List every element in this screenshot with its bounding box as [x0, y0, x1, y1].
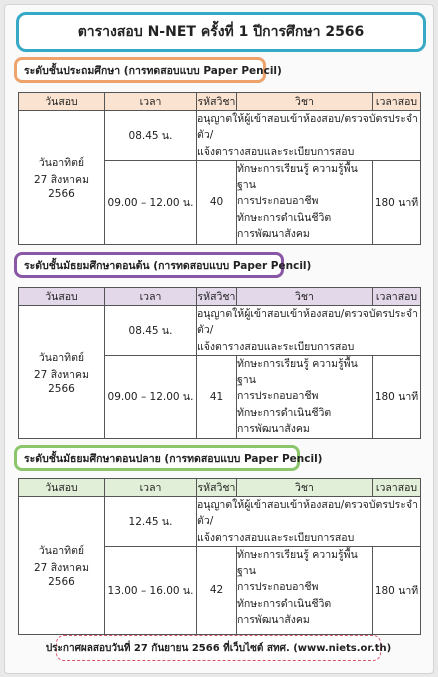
subject-line: การพัฒนาสังคม [237, 613, 310, 626]
entry-note-line: อนุญาตให้ผู้เข้าสอบเข้าห้องสอบ/ตรวจบัตรประจำตัว/ [197, 113, 418, 142]
subject-line: ทักษะการเรียนรู้ ความรู้พื้นฐาน [237, 548, 358, 578]
subject-line: ทักษะการเรียนรู้ ความรู้พื้นฐาน [237, 357, 358, 387]
subject-line: การพัฒนาสังคม [237, 422, 310, 435]
table-row [19, 497, 421, 547]
header-time: เวลา [105, 479, 197, 497]
exam-date: 27 สิงหาคม 2566 [34, 174, 89, 201]
subject-line: การประกอบอาชีพ [237, 581, 319, 594]
table-header-row [19, 479, 421, 497]
subject-line: ทักษะการดำเนินชีวิต [237, 211, 332, 224]
exam-table-upper-secondary [18, 478, 421, 635]
header-code: รหัสวิชา [197, 93, 237, 111]
table-row [19, 111, 421, 161]
exam-duration: 180 นาที [373, 160, 421, 244]
entry-note-line: แจ้งตารางสอบและระเบียบการสอบ [197, 531, 355, 544]
exam-table-primary [18, 92, 421, 245]
exam-time: 09.00 – 12.00 น. [105, 160, 197, 244]
subject-cell [237, 355, 373, 438]
entry-note-line: แจ้งตารางสอบและระเบียบการสอบ [197, 340, 355, 353]
entry-note-line: อนุญาตให้ผู้เข้าสอบเข้าห้องสอบ/ตรวจบัตรประจำตัว/ [197, 308, 418, 337]
exam-day-cell [19, 306, 105, 439]
header-code: รหัสวิชา [197, 288, 237, 306]
header-time: เวลา [105, 93, 197, 111]
section-label-upper-secondary: ระดับชั้นมัธยมศึกษาตอนปลาย (การทดสอบแบบ Paper Pencil) [14, 445, 300, 471]
subject-line: การประกอบอาชีพ [237, 390, 319, 403]
exam-time: 13.00 – 16.00 น. [105, 546, 197, 634]
header-day: วันสอบ [19, 288, 105, 306]
subject-line: ทักษะการดำเนินชีวิต [237, 406, 332, 419]
exam-table-lower-secondary [18, 287, 421, 439]
subject-line: การพัฒนาสังคม [237, 227, 310, 240]
entry-time: 08.45 น. [105, 306, 197, 356]
exam-date: 27 สิงหาคม 2566 [34, 368, 89, 395]
header-subject: วิชา [237, 288, 373, 306]
header-code: รหัสวิชา [197, 479, 237, 497]
exam-day: วันอาทิตย์ [38, 351, 85, 364]
header-duration: เวลาสอบ [373, 479, 421, 497]
subject-code: 42 [197, 546, 237, 634]
subject-code: 40 [197, 160, 237, 244]
header-subject: วิชา [237, 93, 373, 111]
entry-time: 12.45 น. [105, 497, 197, 547]
results-announcement: ประกาศผลสอบวันที่ 27 กันยายน 2566 ที่เว็บไซต์ สทศ. (www.niets.or.th) [56, 635, 381, 661]
exam-day-cell [19, 111, 105, 245]
entry-note-cell [197, 306, 421, 356]
header-duration: เวลาสอบ [373, 93, 421, 111]
subject-line: ทักษะการดำเนินชีวิต [237, 597, 332, 610]
header-subject: วิชา [237, 479, 373, 497]
exam-day: วันอาทิตย์ [38, 157, 85, 170]
exam-day: วันอาทิตย์ [38, 545, 85, 558]
subject-cell [237, 546, 373, 634]
exam-duration: 180 นาที [373, 546, 421, 634]
entry-note-cell [197, 111, 421, 161]
subject-code: 41 [197, 355, 237, 438]
page-title: ตารางสอบ N-NET ครั้งที่ 1 ปีการศึกษา 2566 [16, 12, 426, 52]
entry-time: 08.45 น. [105, 111, 197, 161]
header-day: วันสอบ [19, 479, 105, 497]
subject-cell [237, 160, 373, 244]
entry-note-line: แจ้งตารางสอบและระเบียบการสอบ [197, 145, 355, 158]
subject-line: การประกอบอาชีพ [237, 195, 319, 208]
table-header-row [19, 93, 421, 111]
header-day: วันสอบ [19, 93, 105, 111]
entry-note-cell [197, 497, 421, 547]
exam-time: 09.00 – 12.00 น. [105, 355, 197, 438]
header-time: เวลา [105, 288, 197, 306]
section-label-primary: ระดับชั้นประถมศึกษา (การทดสอบแบบ Paper Pencil) [14, 57, 266, 83]
table-row [19, 306, 421, 356]
exam-duration: 180 นาที [373, 355, 421, 438]
section-label-lower-secondary: ระดับชั้นมัธยมศึกษาตอนต้น (การทดสอบแบบ Paper Pencil) [14, 252, 284, 278]
exam-date: 27 สิงหาคม 2566 [34, 562, 89, 589]
entry-note-line: อนุญาตให้ผู้เข้าสอบเข้าห้องสอบ/ตรวจบัตรประจำตัว/ [197, 499, 418, 528]
subject-line: ทักษะการเรียนรู้ ความรู้พื้นฐาน [237, 162, 358, 192]
exam-day-cell [19, 497, 105, 635]
table-header-row [19, 288, 421, 306]
header-duration: เวลาสอบ [373, 288, 421, 306]
